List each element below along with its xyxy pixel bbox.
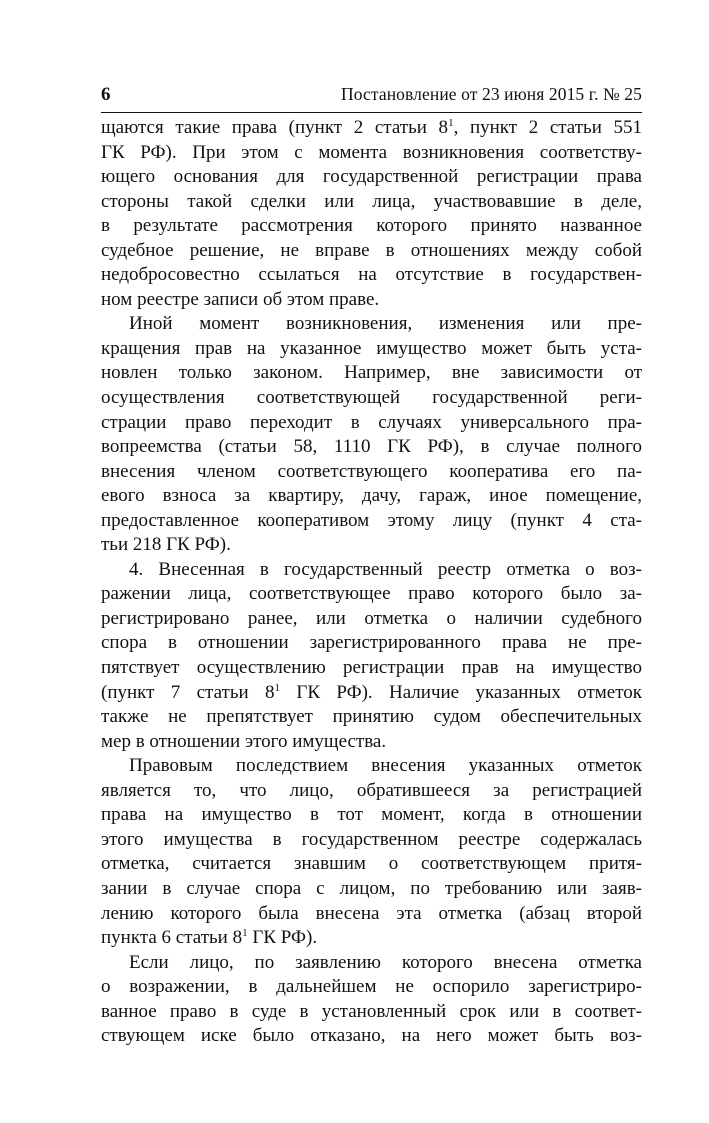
text-line: пятствует осуществлению регистрации прав на имущество <box>101 657 642 679</box>
superscript: 1 <box>448 117 454 129</box>
text-line: осуществления соответствующей государственной реги- <box>101 387 642 409</box>
text-line: внесения членом соответствующего кооператива его па- <box>101 460 642 482</box>
text-line: стороны такой сделки или лица, участвовавшие в деле, <box>101 190 642 212</box>
running-title: Постановление от 23 июня 2015 г. № 25 <box>341 84 642 104</box>
text-line: Иной момент возникновения, изменения или пре- <box>129 313 642 335</box>
text-line: ражении лица, соответствующее право которого было за- <box>101 583 642 605</box>
text-line: Правовым последствием внесения указанных отметок <box>129 755 642 777</box>
text-line: кращения прав на указанное имущество может быть уста- <box>101 337 642 359</box>
text-line: о возражении, в дальнейшем не оспорило зарегистриро- <box>101 976 642 998</box>
text-line: регистрировано ранее, или отметка о наличии судебного <box>101 607 642 629</box>
text-line: пункта 6 статьи $8^1$ ГК РФ). <box>101 927 318 949</box>
text-line: тьи 218 ГК РФ). <box>101 534 231 556</box>
text-line: страции право переходит в случаях универсального пра- <box>101 411 642 433</box>
text-line: зании в случае спора с лицом, по требованию или заяв- <box>101 877 642 899</box>
text-line: права на имущество в тот момент, когда в отношении <box>101 804 642 826</box>
text-line: (пункт 7 статьи $8^1$ ГК РФ). Наличие указанных отметок <box>101 681 642 703</box>
superscript: 1 <box>274 681 280 694</box>
text-line: ющего основания для государственной регистрации права <box>101 166 642 188</box>
text-line: евого взноса за квартиру, дачу, гараж, иное помещение, <box>101 485 642 507</box>
text-line: недобросовестно ссылаться на отсутствие в государствен- <box>101 264 642 286</box>
text-line: ствующем иске было отказано, на него может быть воз- <box>101 1025 642 1047</box>
page-header <box>101 84 642 113</box>
text-line: 4. Внесенная в государственный реестр отметка о воз- <box>129 558 642 580</box>
text-line: этого имущества в государственном реестре содержалась <box>101 828 642 850</box>
body-text <box>101 116 642 1049</box>
text-line: Если лицо, по заявлению которого внесена отметка <box>129 951 642 973</box>
text-line: мер в отношении этого имущества. <box>101 730 387 752</box>
text-line: ном реестре записи об этом праве. <box>101 288 380 310</box>
text-line: лению которого была внесена эта отметка (абзац второй <box>101 902 642 924</box>
document-page <box>101 84 642 1049</box>
text-line: ГК РФ). При этом с момента возникновения соответству- <box>101 141 642 163</box>
page-number: 6 <box>101 84 111 105</box>
text-line: новлен только законом. Например, вне зависимости от <box>101 362 642 384</box>
text-line: ванное право в суде в установленный срок или в соответ- <box>101 1000 642 1022</box>
text-line: щаются такие права (пункт 2 статьи $8^1$, пункт 2 статьи 551 <box>101 117 643 138</box>
text-line: спора в отношении зарегистрированного права не пре- <box>101 632 642 654</box>
text-line: судебное решение, не вправе в отношениях между собой <box>101 239 642 261</box>
text-line: в результате рассмотрения которого принято названное <box>101 215 642 237</box>
superscript: 1 <box>242 927 248 940</box>
text-line: отметка, считается знавшим о соответствующем притя- <box>101 853 642 875</box>
text-line: также не препятствует принятию судом обеспечительных <box>101 706 642 728</box>
text-line: является то, что лицо, обратившееся за регистрацией <box>101 779 642 801</box>
text-line: предоставленное кооперативом этому лицу (пункт 4 ста- <box>101 509 642 531</box>
text-line: вопреемства (статьи 58, 1110 ГК РФ), в случае полного <box>101 436 642 458</box>
